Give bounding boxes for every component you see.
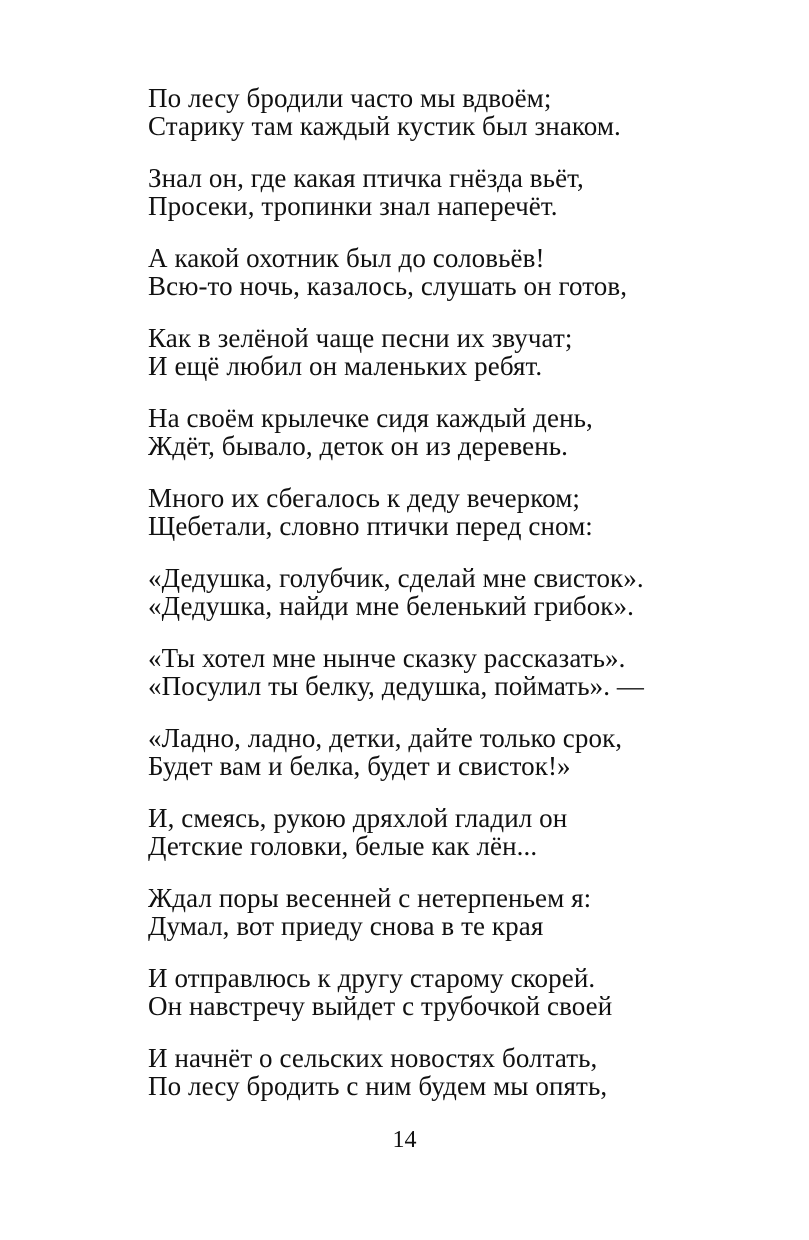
stanza bbox=[148, 884, 768, 940]
poem-line: Щебетали, словно птички перед сном: bbox=[148, 511, 593, 541]
stanza bbox=[148, 1044, 768, 1100]
stanza bbox=[148, 324, 768, 380]
poem-line: Как в зелёной чаще песни их звучат; bbox=[148, 323, 573, 353]
poem-line: Просеки, тропинки знал наперечёт. bbox=[148, 191, 558, 221]
poem-line: «Посулил ты белку, дедушка, поймать». — bbox=[148, 671, 645, 701]
poem-line: Он навстречу выйдет с трубочкой своей bbox=[148, 991, 613, 1021]
stanza bbox=[148, 564, 768, 620]
poem-line: Детские головки, белые как лён... bbox=[148, 831, 538, 861]
stanza bbox=[148, 644, 768, 700]
poem-line: Думал, вот приеду снова в те края bbox=[148, 911, 544, 941]
poem-line: И, смеясь, рукою дряхлой гладил он bbox=[148, 803, 568, 833]
stanza bbox=[148, 964, 768, 1020]
stanza bbox=[148, 244, 768, 300]
poem-line: Много их сбегалось к деду вечерком; bbox=[148, 483, 580, 513]
poem-line: Будет вам и белка, будет и свисток!» bbox=[148, 751, 571, 781]
poem-line: Знал он, где какая птичка гнёзда вьёт, bbox=[148, 163, 584, 193]
poem-text bbox=[148, 84, 768, 1124]
poem-line: «Ты хотел мне нынче сказку рассказать». bbox=[148, 643, 626, 673]
stanza bbox=[148, 804, 768, 860]
stanza bbox=[148, 164, 768, 220]
poem-line: Старику там каждый кустик был знаком. bbox=[148, 111, 621, 141]
poem-line: И ещё любил он маленьких ребят. bbox=[148, 351, 543, 381]
poem-line: Ждёт, бывало, деток он из деревень. bbox=[148, 431, 569, 461]
poem-line: По лесу бродить с ним будем мы опять, bbox=[148, 1071, 608, 1101]
poem-line: На своём крылечке сидя каждый день, bbox=[148, 403, 593, 433]
poem-line: «Дедушка, голубчик, сделай мне свисток». bbox=[148, 563, 644, 593]
page-number: 14 bbox=[392, 1127, 417, 1153]
poem-line: По лесу бродили часто мы вдвоём; bbox=[148, 83, 552, 113]
stanza bbox=[148, 484, 768, 540]
stanza bbox=[148, 84, 768, 140]
poem-line: И отправлюсь к другу старому скорей. bbox=[148, 963, 596, 993]
poem-line: Ждал поры весенней с нетерпеньем я: bbox=[148, 883, 592, 913]
poem-line: Всю-то ночь, казалось, слушать он готов, bbox=[148, 271, 628, 301]
stanza bbox=[148, 724, 768, 780]
poem-line: «Дедушка, найди мне беленький грибок». bbox=[148, 591, 634, 621]
poem-line: И начнёт о сельских новостях болтать, bbox=[148, 1043, 598, 1073]
poem-line: А какой охотник был до соловьёв! bbox=[148, 243, 545, 273]
poem-line: «Ладно, ладно, детки, дайте только срок, bbox=[148, 723, 623, 753]
stanza bbox=[148, 404, 768, 460]
